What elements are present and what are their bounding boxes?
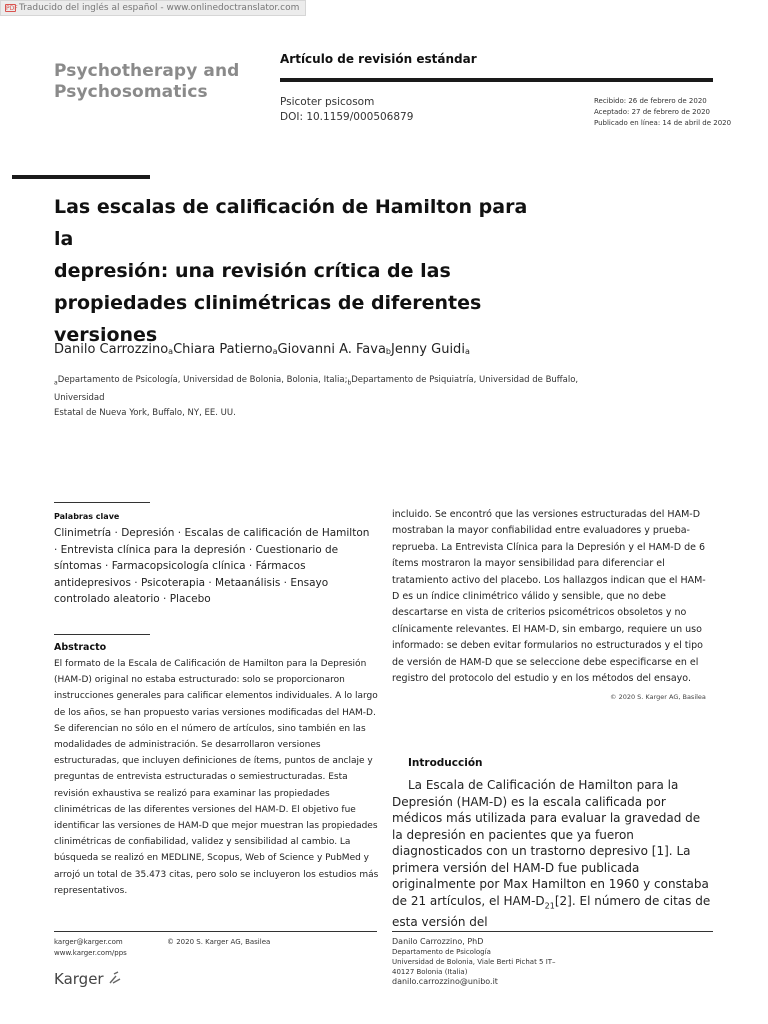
journal-name-line2: Psychosomatics (54, 82, 208, 102)
journal-abbr: Psicoter psicosom (280, 96, 375, 108)
author-name[interactable]: Giovanni A. Fava (277, 342, 386, 357)
corr-dept: Departamento de Psicología (392, 948, 491, 956)
title-line4: versiones (54, 324, 158, 346)
author-aff: a (464, 347, 470, 356)
accepted-date: Aceptado: 27 de febrero de 2020 (594, 108, 710, 116)
title-line2: depresión: una revisión crítica de las (54, 260, 451, 282)
title-line1: Las escalas de calificación de Hamilton para la (54, 196, 528, 250)
journal-name-line1: Psychotherapy and (54, 61, 240, 81)
keywords-heading: Palabras clave (54, 512, 120, 521)
abstract-text: El formato de la Escala de Calificación de Hamilton para la Depresión (HAM-D) original no estaba estructurado: solo se proporcionaron instrucciones generales para calificar elementos individuales. A lo largo de los años, se han propuesto varias versiones modificadas del HAM-D. Se diferencian no sólo en el número de artículos, sino también en las modalidades de administración. Se desarrollaron versiones estructuradas, que incluyen definiciones de ítems, puntos de anclaje y preguntas de entrevista estructuradas o semiestructuradas. Esta revisión exhaustiva se realizó para examinar las propiedades clinimétricas de las diferentes versiones del HAM-D. El objetivo fue identificar las versiones de HAM-D que mejor muestran las propiedades clinimétricas de confiabilidad, validez y sensibilidad al cambio. La búsqueda se realizó en MEDLINE, Scopus, Web of Science y PubMed y arrojó un total de 35.473 citas, pero solo se incluyeron los estudios más representativos. (54, 659, 379, 896)
footer-rule-right (392, 931, 713, 932)
footer-copyright: © 2020 S. Karger AG, Basilea (167, 938, 271, 946)
author-aff: a (272, 347, 278, 356)
published-date: Publicado en línea: 14 de abril de 2020 (594, 119, 732, 127)
article-type: Artículo de revisión estándar (280, 52, 477, 66)
affil-mark: b (347, 379, 352, 387)
abstract-rule (54, 634, 150, 635)
affiliations (54, 373, 614, 421)
keywords-text: Clinimetría · Depresión · Escalas de calificación de Hamilton · Entrevista clínica para la depresión · Cuestionario de síntomas · Farmacopsicología clínica · Fármacos antidepresivos · Psicoterapia · Metaanálisis · Ensayo controlado aleatorio · Placebo (54, 527, 370, 605)
affil-mark: a (54, 379, 58, 387)
karger-logo-text: Karger (54, 970, 104, 988)
affil-b: Departamento de Psiquiatría, Universidad de Buffalo, Universidad (54, 375, 579, 403)
affil-line2: Estatal de Nueva York, Buffalo, NY, EE. UU. (54, 407, 236, 418)
footer-email[interactable]: karger@karger.com (54, 938, 123, 946)
intro-heading: Introducción (408, 757, 483, 769)
received-date: Recibido: 26 de febrero de 2020 (594, 97, 707, 105)
intro-text-part2: [2]. El número de citas de esta versión del (392, 893, 711, 930)
intro-text (392, 777, 714, 931)
karger-logo-icon (108, 971, 122, 985)
doi[interactable]: DOI: 10.1159/000506879 (280, 111, 414, 123)
author-aff: a (168, 347, 174, 356)
article-title (54, 191, 534, 351)
journal-name (54, 61, 239, 103)
author-aff: b (385, 347, 391, 356)
corr-address2: 40127 Bolonia (Italia) (392, 968, 468, 976)
keywords-rule (54, 502, 150, 503)
author-name[interactable]: Danilo Carrozzino (54, 342, 169, 357)
author-name[interactable]: Chiara Patierno (173, 342, 273, 357)
document-icon: PDF (6, 5, 18, 12)
translator-banner[interactable] (0, 0, 306, 16)
correspondence (392, 937, 556, 987)
footer-rule-left (54, 931, 377, 932)
intro-text-part1: La Escala de Calificación de Hamilton para la Depresión (HAM-D) es la escala calificada por médicos más utilizada para evaluar la gravedad de la depresión en pacientes que ya fueron diagnosticados con un trastorno depresivo [1]. La primera versión del HAM-D fue publicada originalmente por Max Hamilton en 1960 y constaba de 21 artículos, el HAM-D (392, 778, 709, 908)
abstract-continued: incluido. Se encontró que las versiones estructuradas del HAM-D mostraban la mayor confiabilidad entre evaluadores y prueba-reprueba. La Entrevista Clínica para la Depresión y el HAM-D de 6 ítems mostraron la mayor sensibilidad para diferenciar el tratamiento activo del placebo. Los hallazgos indican que el HAM-D es un índice clinimétrico válido y sensible, que no debe descartarse en vista de criterios psicométricos obsoletos y no clínicamente relevantes. El HAM-D, sin embargo, requiere un uso informado: se deben evitar formularios no estructurados y el tipo de versión de HAM-D que se seleccione debe especificarse en el registro del protocolo del estudio y en los métodos del ensayo. (392, 509, 706, 685)
title-line3: propiedades clinimétricas de diferentes (54, 292, 482, 314)
corr-email[interactable]: danilo.carrozzino@unibo.it (392, 977, 498, 986)
author-name[interactable]: Jenny Guidi (391, 342, 465, 357)
author-list (54, 342, 470, 357)
publication-dates (594, 96, 731, 129)
title-rule (12, 175, 150, 179)
abstract-heading: Abstracto (54, 642, 107, 653)
karger-logo (54, 970, 122, 988)
affil-a: Departamento de Psicología, Universidad de Bolonia, Bolonia, Italia; (57, 375, 348, 385)
abstract-copyright: © 2020 S. Karger AG, Basilea (610, 693, 706, 701)
corr-name: Danilo Carrozzino, PhD (392, 937, 484, 946)
footer-url[interactable]: www.karger.com/pps (54, 948, 127, 957)
footer-contact (54, 937, 127, 958)
intro-sub: 21 (544, 900, 555, 910)
header-rule (280, 78, 713, 82)
banner-text: Traducido del inglés al español - www.onlinedoctranslator.com (19, 3, 300, 13)
corr-address1: Universidad de Bolonia, Viale Berti Pichat 5 IT– (392, 958, 556, 966)
